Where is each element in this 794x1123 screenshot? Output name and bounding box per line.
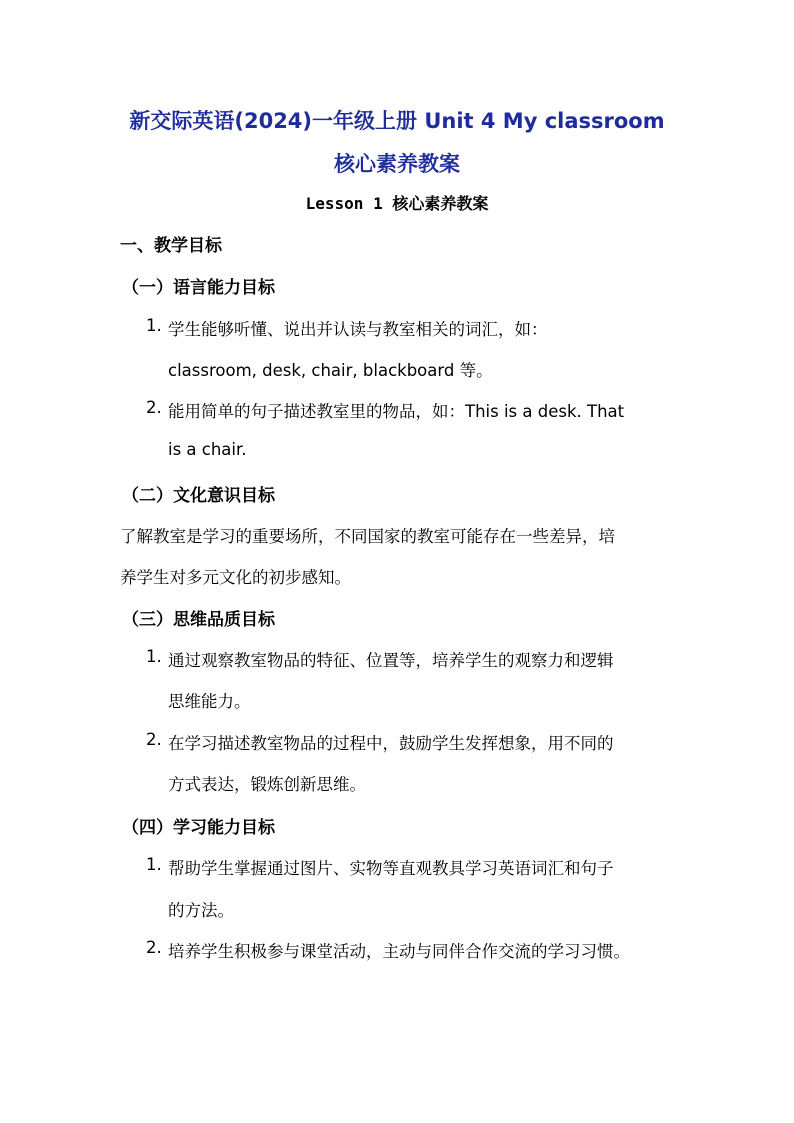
paragraph-line: 了解教室是学习的重要场所，不同国家的教室可能存在一些差异，培 (120, 527, 615, 546)
list-item-line: 方式表达，锻炼创新思维。 (168, 775, 366, 794)
list-item-number: 2. (146, 398, 162, 417)
list-item-line: 帮助学生掌握通过图片、实物等直观教具学习英语词汇和句子 (168, 859, 614, 878)
list-item-line: 能用简单的句子描述教室里的物品，如：This is a desk. That (168, 402, 625, 421)
list-item-number: 2. (146, 938, 162, 957)
list-item-line: 培养学生积极参与课堂活动，主动与同伴合作交流的学习习惯。 (168, 942, 630, 961)
list-item-number: 2. (146, 730, 162, 749)
list-item-number: 1. (146, 647, 162, 666)
document-title-line2: 核心素养教案 (334, 152, 460, 176)
list-item-number: 1. (146, 316, 162, 335)
document-title-line1: 新交际英语(2024)一年级上册 Unit 4 My classroom (129, 109, 665, 133)
list-item-line: 的方法。 (168, 901, 234, 920)
lesson-title: Lesson 1 核心素养教案 (305, 194, 489, 213)
list-item-number: 1. (146, 855, 162, 874)
subsection-heading-learning: （四）学习能力目标 (122, 818, 275, 838)
list-item-line: 通过观察教室物品的特征、位置等，培养学生的观察力和逻辑 (168, 651, 614, 670)
list-item-line: 在学习描述教室物品的过程中，鼓励学生发挥想象，用不同的 (168, 734, 614, 753)
list-item-line: is a chair. (168, 440, 247, 459)
subsection-heading-culture: （二）文化意识目标 (122, 486, 275, 506)
list-item-line: 思维能力。 (168, 692, 251, 711)
list-item-line: classroom, desk, chair, blackboard 等。 (168, 361, 493, 380)
subsection-heading-thinking: （三）思维品质目标 (122, 610, 275, 630)
subsection-heading-language: （一）语言能力目标 (122, 278, 275, 298)
paragraph-line: 养学生对多元文化的初步感知。 (120, 568, 351, 587)
list-item-line: 学生能够听懂、说出并认读与教室相关的词汇，如： (168, 320, 548, 339)
section-heading-teaching-goals: 一、教学目标 (120, 236, 222, 256)
